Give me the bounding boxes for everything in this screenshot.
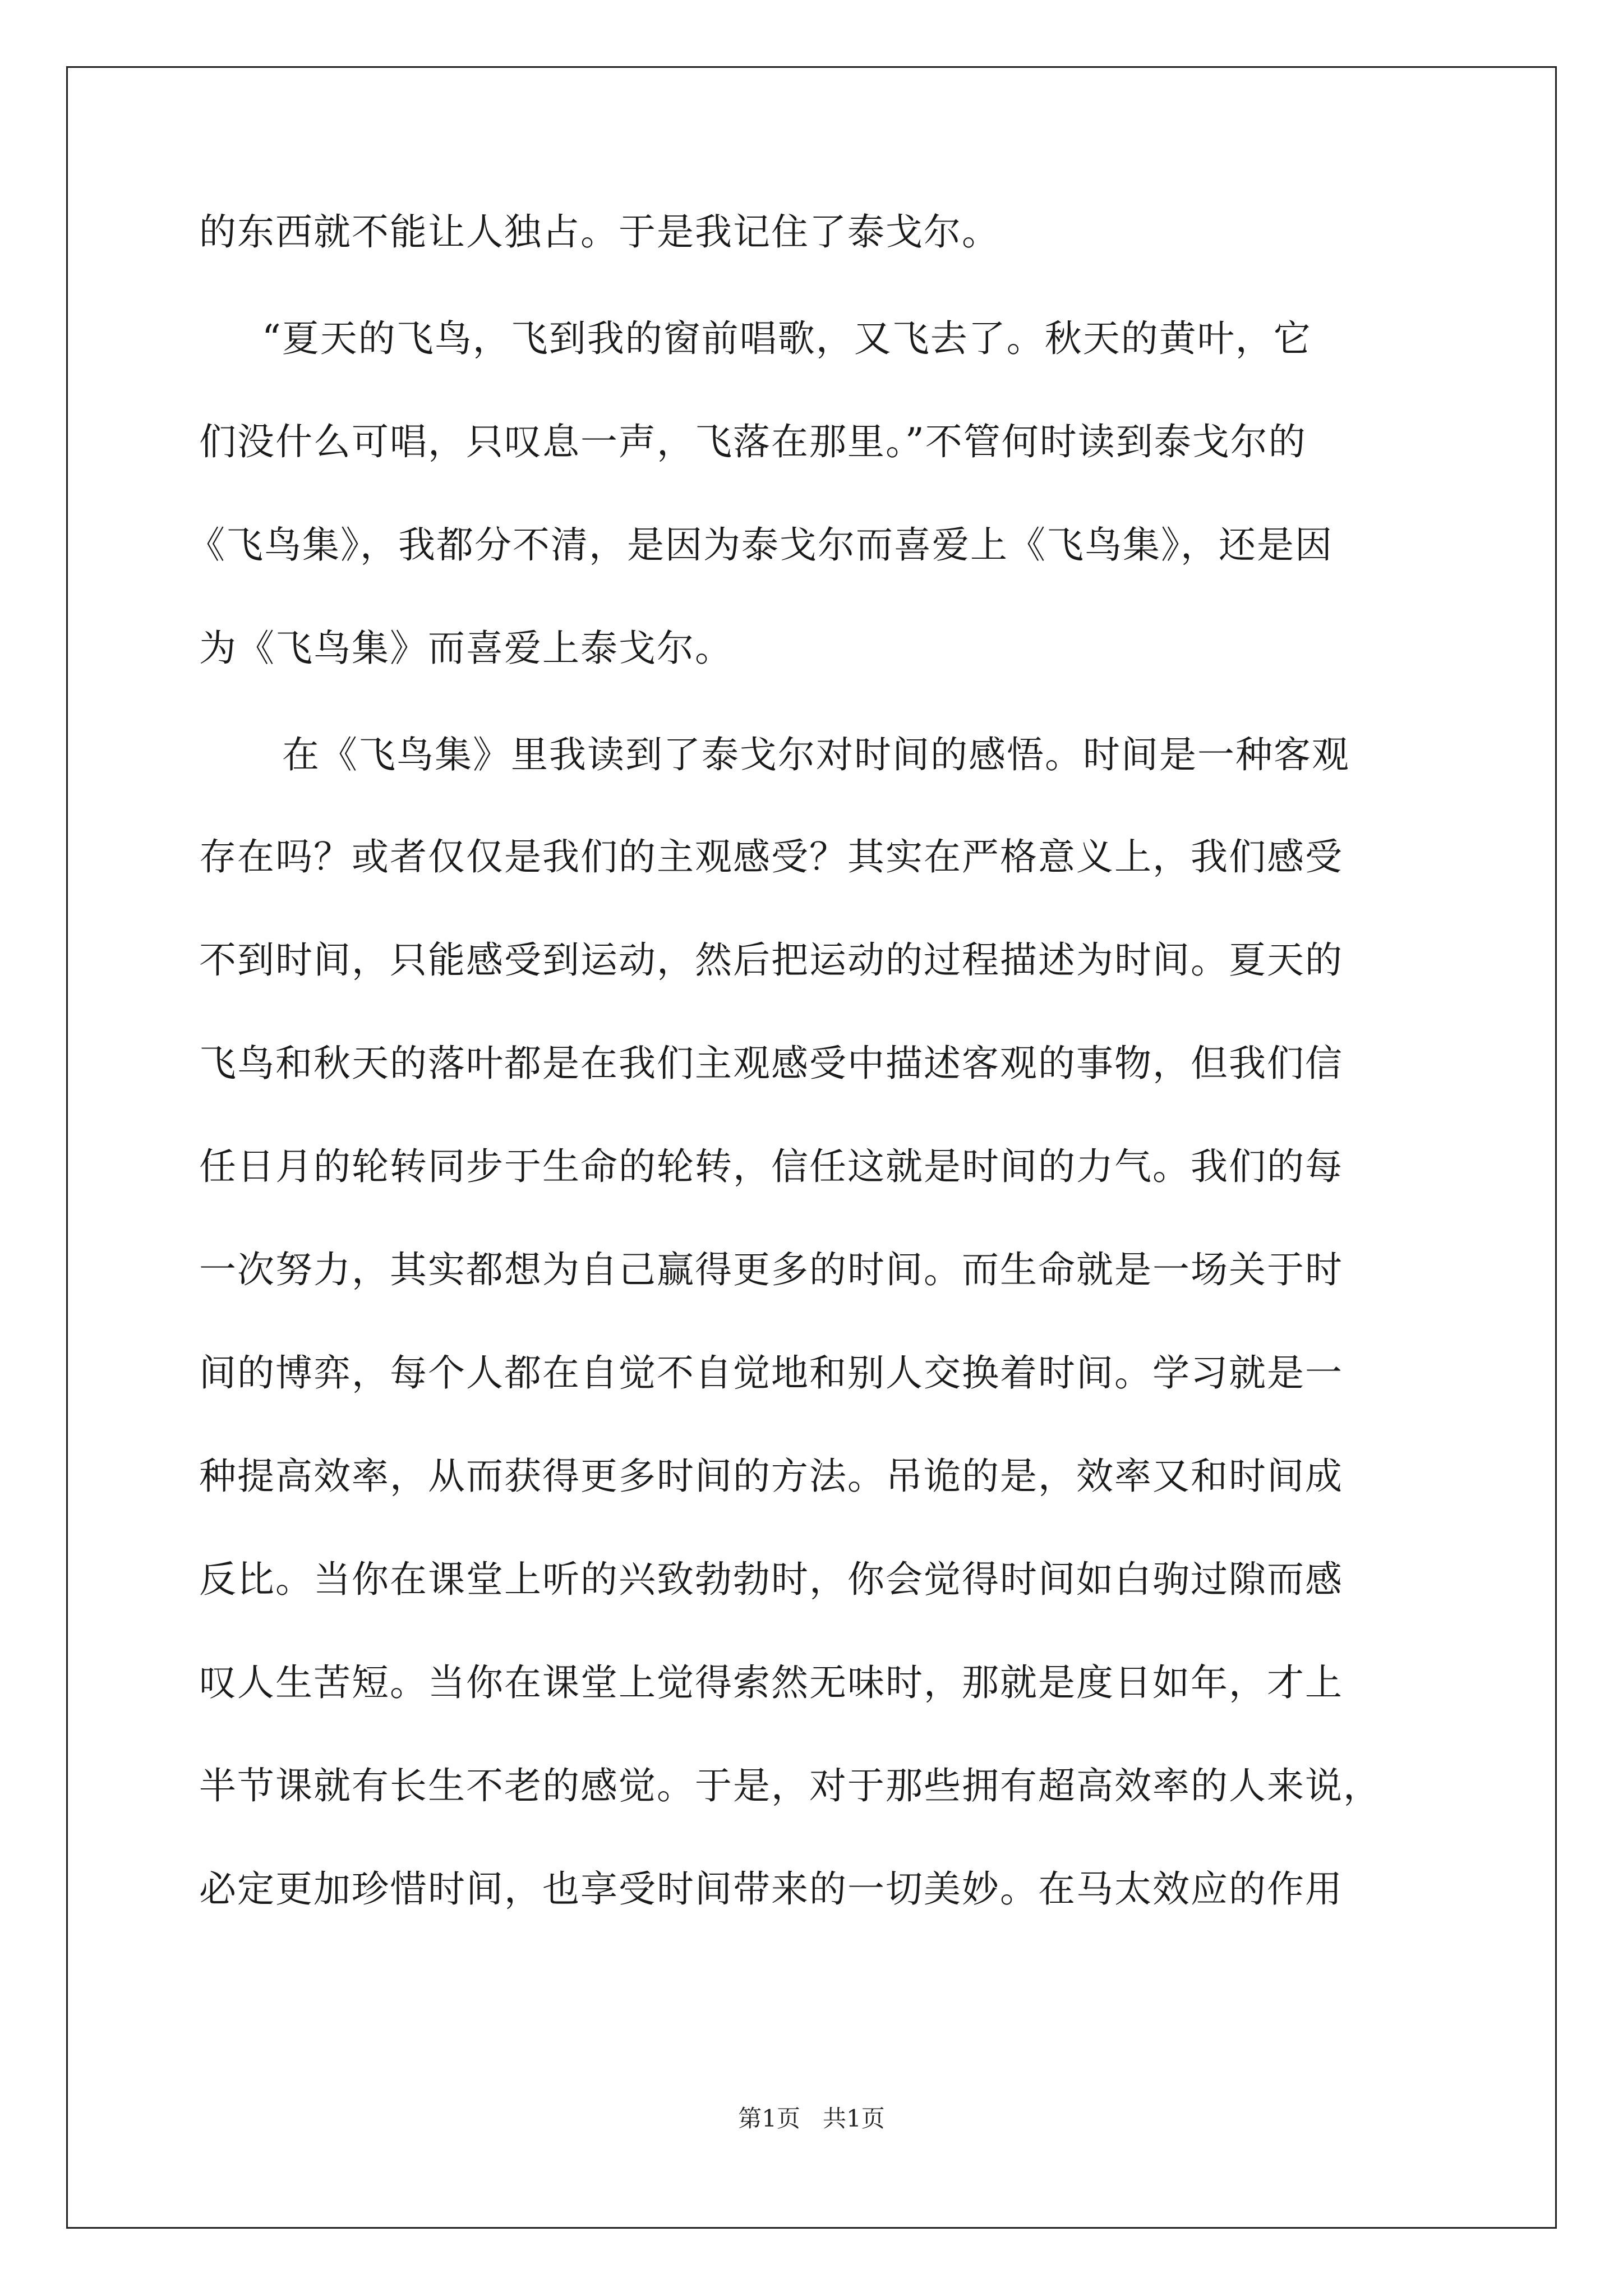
page-footer (0, 2105, 1623, 2133)
text-line: 必定更加珍惜时间，也享受时间带来的一切美妙。在马太效应的作用 (199, 1867, 1343, 1911)
page-total: 共1页 (823, 2105, 885, 2132)
text-line: 任日月的轮转同步于生命的轮转，信任这就是时间的力气。我们的每 (199, 1145, 1343, 1188)
text-line: 一次努力，其实都想为自己赢得更多的时间。而生命就是一场关于时 (199, 1248, 1343, 1291)
text-line: 飞鸟和秋天的落叶都是在我们主观感受中描述客观的事物，但我们信 (199, 1042, 1343, 1085)
text-line: 存在吗？或者仅仅是我们的主观感受？其实在严格意义上，我们感受 (199, 835, 1343, 878)
text-line: 们没什么可唱，只叹息一声，飞落在那里。”不管何时读到泰戈尔的 (199, 420, 1307, 463)
text-line: 为《飞鸟集》而喜爱上泰戈尔。 (199, 627, 733, 670)
text-line: 《飞鸟集》，我都分不清，是因为泰戈尔而喜爱上《飞鸟集》，还是因 (188, 523, 1333, 567)
text-line: 的东西就不能让人独占。于是我记住了泰戈尔。 (199, 210, 1000, 254)
text-line: 间的博弈，每个人都在自觉不自觉地和别人交换着时间。学习就是一 (199, 1351, 1343, 1395)
page-number: 第1页 (738, 2105, 800, 2132)
text-line: 反比。当你在课堂上听的兴致勃勃时，你会觉得时间如白驹过隙而感 (199, 1558, 1343, 1601)
text-line: 叹人生苦短。当你在课堂上觉得索然无味时，那就是度日如年，才上 (199, 1661, 1343, 1704)
text-line: “夏天的飞鸟，飞到我的窗前唱歌，又飞去了。秋天的黄叶，它 (262, 317, 1312, 360)
text-line: 半节课就有长生不老的感觉。于是，对于那些拥有超高效率的人来说， (199, 1764, 1381, 1807)
text-line: 在《飞鸟集》里我读到了泰戈尔对时间的感悟。时间是一种客观 (282, 733, 1350, 776)
text-line: 种提高效率，从而获得更多时间的方法。吊诡的是，效率又和时间成 (199, 1455, 1343, 1498)
text-line: 不到时间，只能感受到运动，然后把运动的过程描述为时间。夏天的 (199, 938, 1343, 982)
